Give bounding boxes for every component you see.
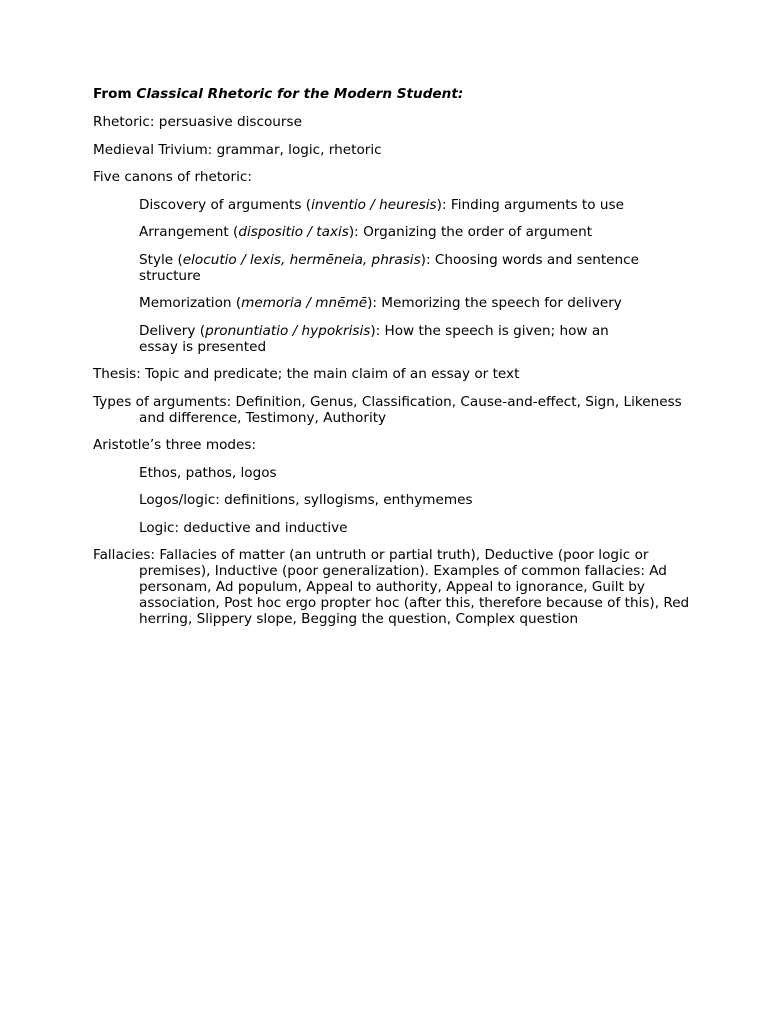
canon-style-pre: Style ( (139, 251, 183, 268)
mode-ethos-pathos-logos: Ethos, pathos, logos (139, 464, 277, 481)
canon-memorization-pre: Memorization ( (139, 295, 242, 311)
canon-memorization-term: memoria / mnēmē (241, 295, 368, 311)
canon-style (93, 252, 647, 284)
mode-logic: Logic: deductive and inductive (139, 519, 348, 536)
canon-arrangement-pre: Arrangement ( (139, 224, 239, 240)
canon-delivery-post: ): How the speech is given; how an essay is presented (139, 322, 609, 355)
book-title: Classical Rhetoric for the Modern Student: (136, 86, 464, 102)
canon-delivery (93, 323, 647, 355)
canon-arrangement-post: ): Organizing the order of argument (348, 224, 593, 240)
heading-prefix: From (93, 86, 137, 102)
canon-delivery-term: pronuntiatio / hypokrisis (205, 322, 371, 339)
mode-logos-logic: Logos/logic: definitions, syllogisms, enthymemes (139, 492, 473, 508)
thesis-definition: Thesis: Topic and predicate; the main claim of an essay or text (93, 366, 520, 382)
canon-delivery-pre: Delivery ( (139, 322, 206, 339)
canon-discovery (93, 197, 647, 213)
document-page (93, 86, 693, 639)
medieval-trivium: Medieval Trivium: grammar, logic, rhetoric (93, 141, 382, 158)
argument-types: Types of arguments: Definition, Genus, Classification, Cause-and-effect, Sign, Likeness and difference, Testimony, Authority (93, 393, 682, 426)
canon-memorization (93, 295, 647, 311)
canon-discovery-post: ): Finding arguments to use (436, 196, 624, 213)
modes-heading: Aristotle’s three modes: (93, 437, 257, 453)
canon-arrangement (93, 224, 647, 240)
canon-arrangement-term: dispositio / taxis (238, 224, 349, 240)
canon-style-post: ): Choosing words and sentence structure (139, 251, 639, 284)
canon-discovery-pre: Discovery of arguments ( (139, 196, 312, 213)
canon-discovery-term: inventio / heuresis (311, 196, 437, 213)
fallacies: Fallacies: Fallacies of matter (an untruth or partial truth), Deductive (poor logic or premises), Inductive (poor generalization). Examples of common fallacies: Ad personam, Ad populum, Appeal to authority, Appeal to ignorance, Guilt by association, Post hoc ergo propter hoc (after this, therefore because of this), Red herring, Slippery slope, Begging the question, Complex question (93, 547, 690, 627)
canons-heading: Five canons of rhetoric: (93, 169, 252, 185)
document-heading (93, 86, 693, 102)
rhetoric-definition: Rhetoric: persuasive discourse (93, 114, 302, 130)
canon-memorization-post: ): Memorizing the speech for delivery (367, 295, 622, 311)
canon-style-term: elocutio / lexis, hermēneia, phrasis (182, 251, 421, 268)
